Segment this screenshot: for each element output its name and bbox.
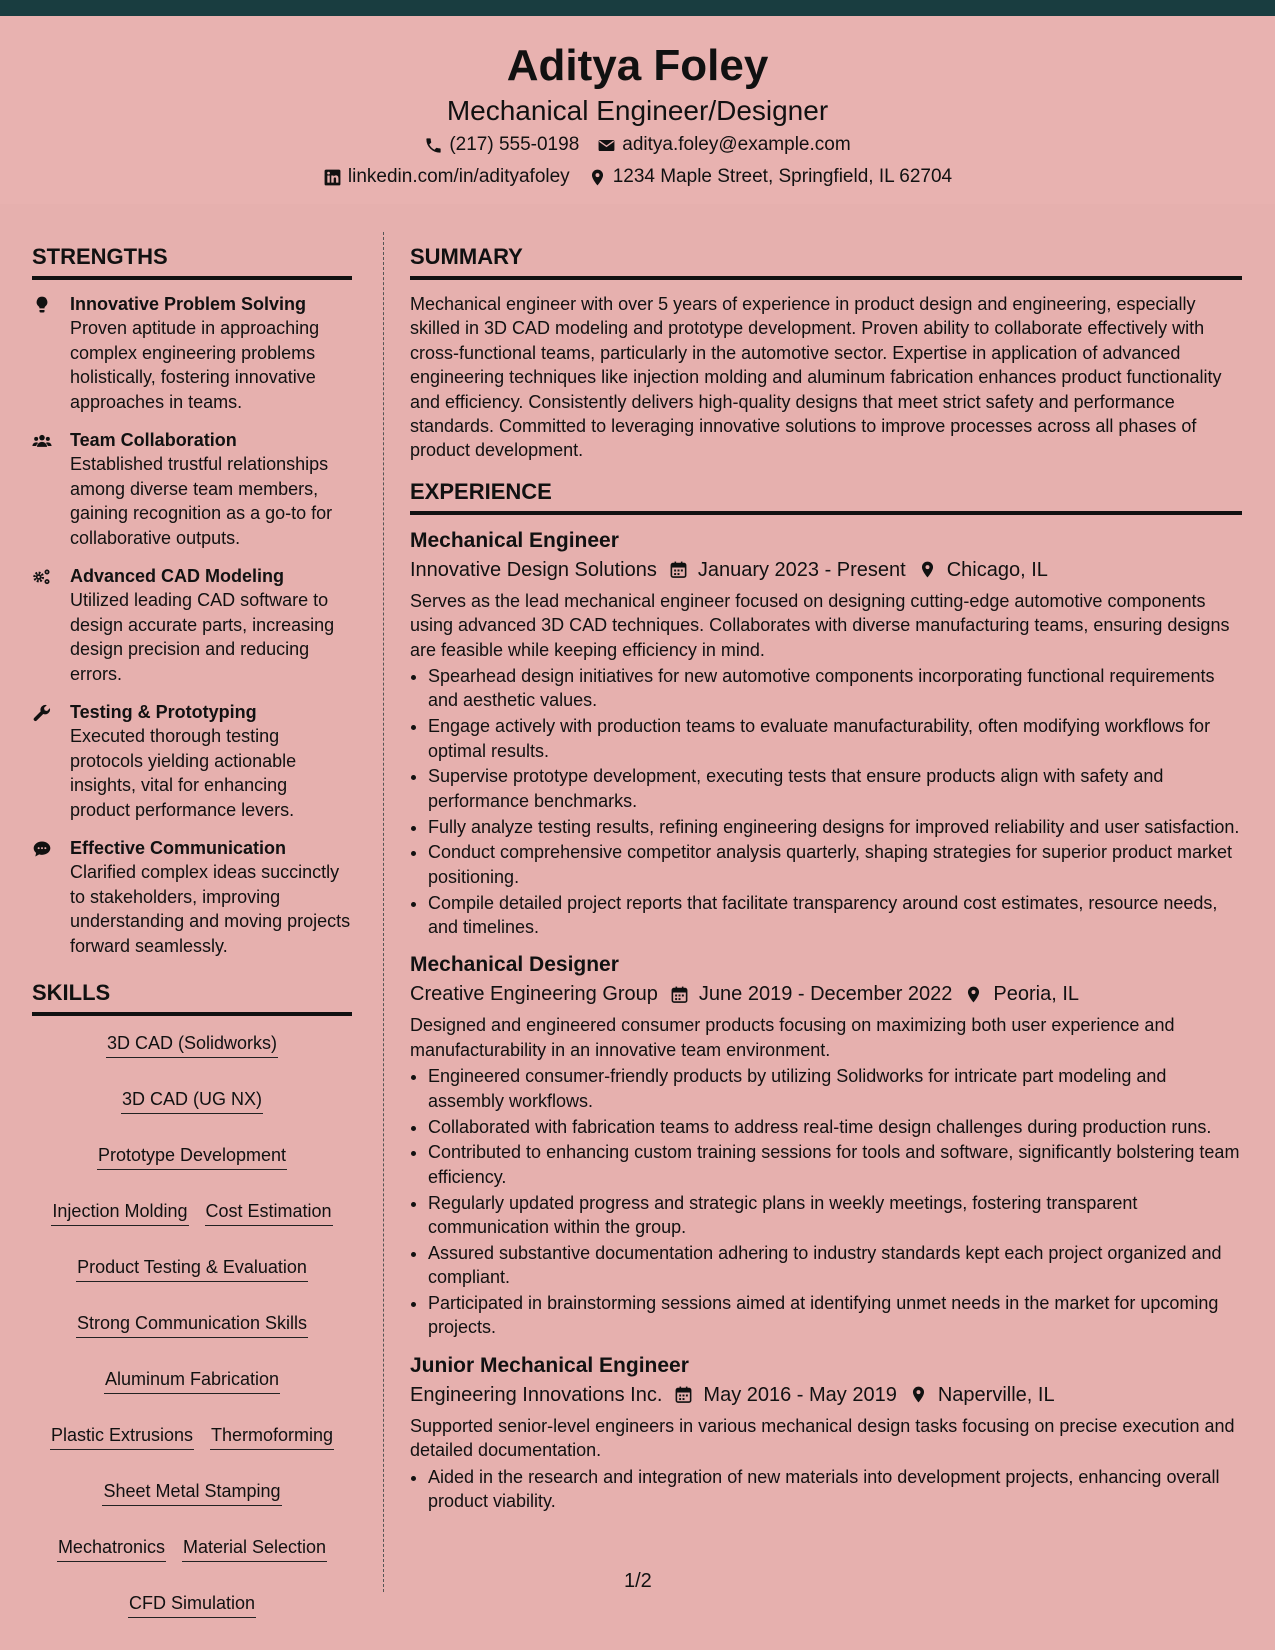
strength-description: Utilized leading CAD software to design accurate parts, increasing design precision and reducing errors.	[70, 590, 335, 684]
candidate-title: Mechanical Engineer/Designer	[446, 95, 829, 126]
top-accent-bar	[0, 0, 1275, 16]
calendar-icon	[670, 985, 689, 1004]
job-meta	[410, 1380, 1242, 1410]
skill-tag: CFD Simulation	[128, 1592, 256, 1618]
strength-item	[32, 292, 352, 414]
job-description: Designed and engineered consumer products focusing on maximizing both user experience and manufacturability in an innovative team environment.	[410, 1015, 1175, 1060]
job-bullet: • Fully analyze testing results, refining engineering designs for improved reliability and user satisfaction.	[428, 815, 1242, 839]
envelope-icon	[597, 136, 616, 155]
company-name: Creative Engineering Group	[410, 983, 658, 1006]
job-title: Junior Mechanical Engineer	[410, 1353, 689, 1377]
linkedin-contact[interactable]	[323, 166, 570, 188]
job-meta	[410, 979, 1242, 1009]
strengths-heading: STRENGTHS	[32, 244, 352, 280]
job-description: Supported senior-level engineers in various mechanical design tasks focusing on precise execution and detailed documentation.	[410, 1415, 1235, 1461]
skill-tag: 3D CAD (UG NX)	[121, 1088, 263, 1114]
wrench-icon	[32, 703, 52, 723]
strength-item	[32, 836, 352, 958]
comment-icon	[32, 839, 52, 859]
linkedin-icon	[323, 168, 342, 187]
skill-tag: Aluminum Fabrication	[104, 1368, 280, 1394]
strength-title: Testing & Prototyping	[70, 702, 257, 722]
job-title: Mechanical Engineer	[410, 528, 619, 552]
strength-title: Team Collaboration	[70, 430, 237, 450]
map-pin-icon	[588, 168, 607, 187]
company-name: Innovative Design Solutions	[410, 558, 657, 581]
job-bullet: • Compile detailed project reports that facilitate transparency around cost estimates, resource needs, and timelines.	[428, 891, 1242, 940]
job-bullet: • Aided in the research and integration of new materials into development projects, enhancing overall product viability.	[428, 1465, 1242, 1514]
job-meta	[410, 555, 1242, 585]
summary-heading: SUMMARY	[410, 244, 1242, 280]
job-bullet: • Spearhead design initiatives for new automotive components incorporating functional requirements and aesthetic values.	[428, 664, 1242, 713]
address-text: 1234 Maple Street, Springfield, IL 62704	[612, 166, 953, 187]
skills-list	[32, 1028, 352, 1622]
strength-item	[32, 564, 352, 686]
job-entry	[410, 951, 1242, 1339]
job-location: Chicago, IL	[946, 558, 1048, 581]
job-dates: May 2016 - May 2019	[703, 1383, 897, 1406]
resume-header	[0, 16, 1275, 204]
job-bullets	[410, 664, 1242, 939]
skills-heading: SKILLS	[32, 980, 352, 1016]
strength-title: Advanced CAD Modeling	[70, 566, 285, 586]
job-description: Serves as the lead mechanical engineer focused on designing cutting-edge automotive components using advanced 3D CAD techniques. Collaborates with diverse manufacturing teams, ensuring designs are feasible while keeping efficiency in mind.	[410, 590, 1230, 660]
job-bullet: • Assured substantive documentation adhering to industry standards kept each project organized and compliant.	[428, 1241, 1242, 1290]
job-bullet: • Collaborated with fabrication teams to address real-time design challenges during production runs.	[428, 1115, 1242, 1139]
job-location: Naperville, IL	[937, 1383, 1055, 1406]
calendar-icon	[669, 560, 688, 579]
skill-tag: Plastic Extrusions	[50, 1424, 194, 1450]
job-entry	[410, 527, 1242, 940]
experience-heading: EXPERIENCE	[410, 479, 1242, 515]
cogs-icon	[32, 567, 52, 587]
strength-description: Clarified complex ideas succinctly to stakeholders, improving understanding and moving projects forward seamlessly.	[70, 862, 351, 956]
job-dates: January 2023 - Present	[697, 558, 906, 581]
users-icon	[32, 431, 52, 451]
job-bullet: • Contributed to enhancing custom training sessions for tools and software, significantly bolstering team efficiency.	[428, 1140, 1242, 1189]
right-column	[410, 244, 1242, 1525]
strength-title: Effective Communication	[70, 838, 287, 858]
page-number: 1/2	[624, 1570, 652, 1592]
skill-tag: Cost Estimation	[205, 1200, 333, 1226]
skill-tag: Strong Communication Skills	[76, 1312, 308, 1338]
job-bullet: • Participated in brainstorming sessions aimed at identifying unmet needs in the market for upcoming projects.	[428, 1291, 1242, 1340]
job-dates: June 2019 - December 2022	[698, 983, 953, 1006]
strength-description: Proven aptitude in approaching complex engineering problems holistically, fostering innovative approaches in teams.	[70, 318, 320, 412]
job-bullets	[410, 1465, 1242, 1514]
phone-icon	[424, 136, 443, 155]
strength-description: Executed thorough testing protocols yielding actionable insights, vital for enhancing product performance levers.	[70, 726, 297, 820]
job-bullet: • Supervise prototype development, executing tests that ensure products align with safety and performance benchmarks.	[428, 764, 1242, 813]
skill-tag: Injection Molding	[51, 1200, 188, 1226]
phone-contact	[424, 134, 579, 156]
skill-tag: Sheet Metal Stamping	[102, 1480, 281, 1506]
strength-title: Innovative Problem Solving	[70, 294, 307, 314]
job-bullet: • Engage actively with production teams to evaluate manufacturability, often modifying workflows for optimal results.	[428, 714, 1242, 763]
left-column	[32, 244, 352, 1622]
linkedin-text: linkedin.com/in/adityafoley	[347, 166, 570, 187]
job-bullets	[410, 1064, 1242, 1339]
job-entry	[410, 1352, 1242, 1514]
map-pin-icon	[918, 560, 937, 579]
email-text: aditya.foley@example.com	[622, 134, 851, 155]
skill-tag: 3D CAD (Solidworks)	[106, 1032, 278, 1058]
address-contact	[588, 166, 952, 188]
skill-tag: Material Selection	[182, 1536, 327, 1562]
skill-tag: Product Testing & Evaluation	[76, 1256, 308, 1282]
strength-description: Established trustful relationships among diverse team members, gaining recognition as a go-to for collaborative outputs.	[70, 454, 333, 548]
strength-item	[32, 428, 352, 550]
job-bullet: • Engineered consumer-friendly products by utilizing Solidworks for intricate part modeling and assembly workflows.	[428, 1064, 1242, 1113]
job-title: Mechanical Designer	[410, 953, 619, 977]
skill-tag: Prototype Development	[97, 1144, 287, 1170]
map-pin-icon	[909, 1385, 928, 1404]
job-location: Peoria, IL	[993, 983, 1080, 1006]
email-contact[interactable]	[597, 134, 850, 156]
contact-row-1	[0, 134, 1275, 156]
summary-text: Mechanical engineer with over 5 years of experience in product design and engineering, especially skilled in 3D CAD modeling and prototype development. Proven ability to collaborate effectively with cross-functional teams, particularly in the automotive sector. Expertise in application of advanced engineering techniques like injection molding and aluminum fabrication enhances product functionality and efficiency. Consistently delivers high-quality designs that meet strict safety and performance standards. Committed to leveraging innovative solutions to improve processes across all phases of product development.	[410, 294, 1222, 461]
job-bullet: • Conduct comprehensive competitor analysis quarterly, shaping strategies for superior product market positioning.	[428, 840, 1242, 889]
contact-row-2	[0, 166, 1275, 188]
skill-tag: Mechatronics	[57, 1536, 166, 1562]
calendar-icon	[674, 1385, 693, 1404]
skill-tag: Thermoforming	[210, 1424, 334, 1450]
map-pin-icon	[964, 985, 983, 1004]
candidate-name: Aditya Foley	[506, 41, 769, 90]
strength-item	[32, 700, 352, 822]
job-bullet: • Regularly updated progress and strategic plans in weekly meetings, fostering transparent communication within the group.	[428, 1191, 1242, 1240]
phone-text: (217) 555-0198	[449, 134, 580, 155]
lightbulb-icon	[32, 295, 52, 315]
company-name: Engineering Innovations Inc.	[410, 1383, 663, 1406]
column-divider	[383, 232, 384, 1592]
